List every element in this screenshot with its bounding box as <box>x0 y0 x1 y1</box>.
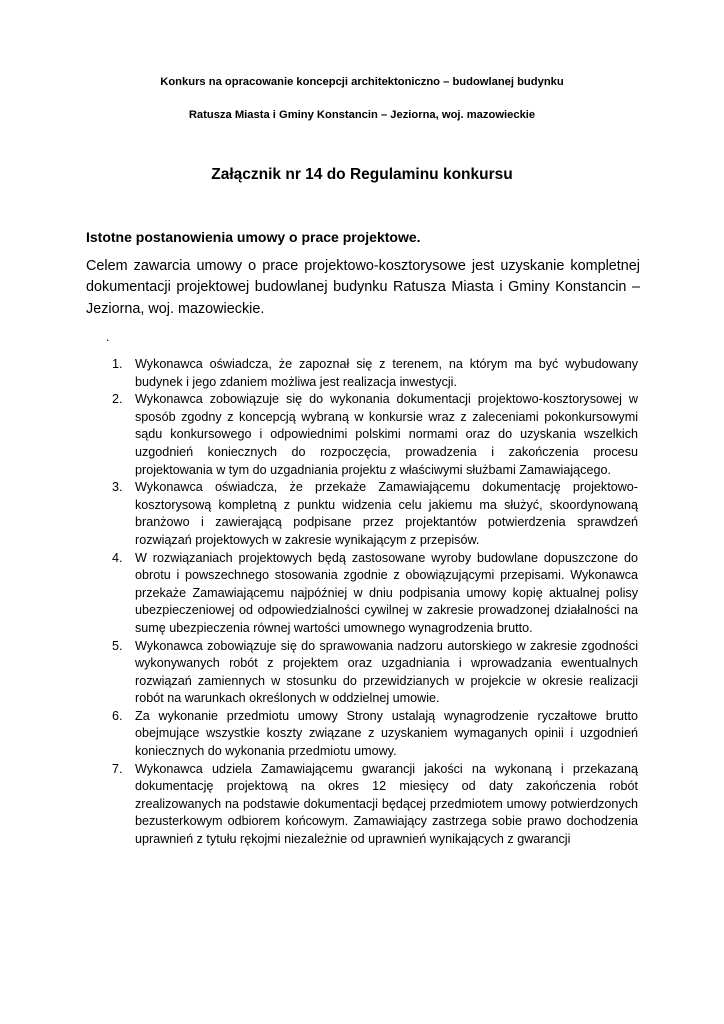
list-item-number: 5. <box>112 638 123 653</box>
document-title: Załącznik nr 14 do Regulaminu konkursu <box>211 166 513 183</box>
list-item <box>112 638 638 708</box>
list-item <box>112 708 638 761</box>
section-heading: Istotne postanowienia umowy o prace projektowe. <box>86 229 421 245</box>
list-item-text: Wykonawca zobowiązuje się do wykonania dokumentacji projektowo-kosztorysowej w sposób zgodny z koncepcją wybraną w konkursie wraz z zaleceniami pokonkursowymi sądu konkursowego i odpowiednimi polskimi normami oraz do uzyskania wszelkich uzgodnień koniecznych do rozpoczęcia, prowadzenia i zakończenia procesu projektowania w tym do uzgadniania projektu z właściwymi służbami Zamawiającego. <box>135 392 638 477</box>
provisions-list <box>112 356 638 849</box>
list-item-text: Wykonawca udziela Zamawiającemu gwarancji jakości na wykonaną i przekazaną dokumentację projektową na okres 12 miesięcy od daty zakończenia robót zrealizowanych na podstawie dokumentacji będącej przedmiotem umowy potwierdzonych bezusterkowym odbiorem końcowym. Zamawiający zastrzega sobie prawo dochodzenia uprawnień z tytułu rękojmi niezależnie od uprawnień wynikających z gwarancji <box>135 761 638 847</box>
header-line-1: Konkurs na opracowanie koncepcji architektoniczno – budowlanej budynku <box>160 76 564 88</box>
list-item-number: 7. <box>112 761 123 776</box>
list-item-text: W rozwiązaniach projektowych będą zastosowane wyroby budowlane dopuszczone do obrotu i powszechnego stosowania zgodnie z obowiązującymi przepisami. Wykonawca przekaże Zamawiającemu najpóźniej w dniu podpisania umowy kopię aktualnej polisy ubezpieczeniowej od odpowiedzialności cywilnej w zakresie prowadzonej działalności na sumę ubezpieczenia równej wartości umownego wynagrodzenia brutto. <box>135 550 638 635</box>
list-item-number: 1. <box>112 357 123 371</box>
list-item-number: 6. <box>112 708 123 723</box>
list-item-text: Wykonawca oświadcza, że zapoznał się z terenem, na którym ma być wybudowany budynek i jego zdaniem możliwa jest realizacja inwestycji. <box>135 357 638 389</box>
list-item-text: Wykonawca zobowiązuje się do sprawowania nadzoru autorskiego w zakresie zgodności wykonywanych robót z projektem oraz uzgadniania i wprowadzania ewentualnych rozwiązań zamiennych w stosunku do przewidzianych w projekcie w okresie realizacji robót na warunkach określonych w oddzielnej umowie. <box>135 638 638 706</box>
list-item <box>112 391 638 479</box>
list-item-text: Za wykonanie przedmiotu umowy Strony ustalają wynagrodzenie ryczałtowe brutto obejmujące wszystkie koszty związane z uzyskaniem wymaganych opinii i uzgodnień koniecznych do wykonania przedmiotu umowy. <box>135 708 638 759</box>
list-item <box>112 479 638 549</box>
list-item <box>112 550 638 638</box>
list-item-text: Wykonawca oświadcza, że przekaże Zamawiającemu dokumentację projektowo-kosztorysową kompletną z punktu widzenia celu jakiemu ma służyć, skoordynowaną branżowo i zawierającą podpisane przez projektantów potwierdzenia sprawdzeń rozwiązań projektowych w zakresie wynikającym z przepisów. <box>135 480 638 547</box>
list-item <box>112 356 638 391</box>
intro-paragraph: Celem zawarcia umowy o prace projektowo-kosztorysowe jest uzyskanie kompletnej dokumentacji projektowej budowlanej budynku Ratusza Miasta i Gminy Konstancin – Jeziorna, woj. mazowieckie. <box>86 258 640 317</box>
header-line-2: Ratusza Miasta i Gminy Konstancin – Jeziorna, woj. mazowieckie <box>188 109 536 121</box>
list-item-number: 2. <box>112 392 123 407</box>
list-item-number: 3. <box>112 480 123 495</box>
list-item <box>112 761 638 849</box>
list-item-number: 4. <box>112 550 123 565</box>
separator-dot: . <box>106 330 110 344</box>
